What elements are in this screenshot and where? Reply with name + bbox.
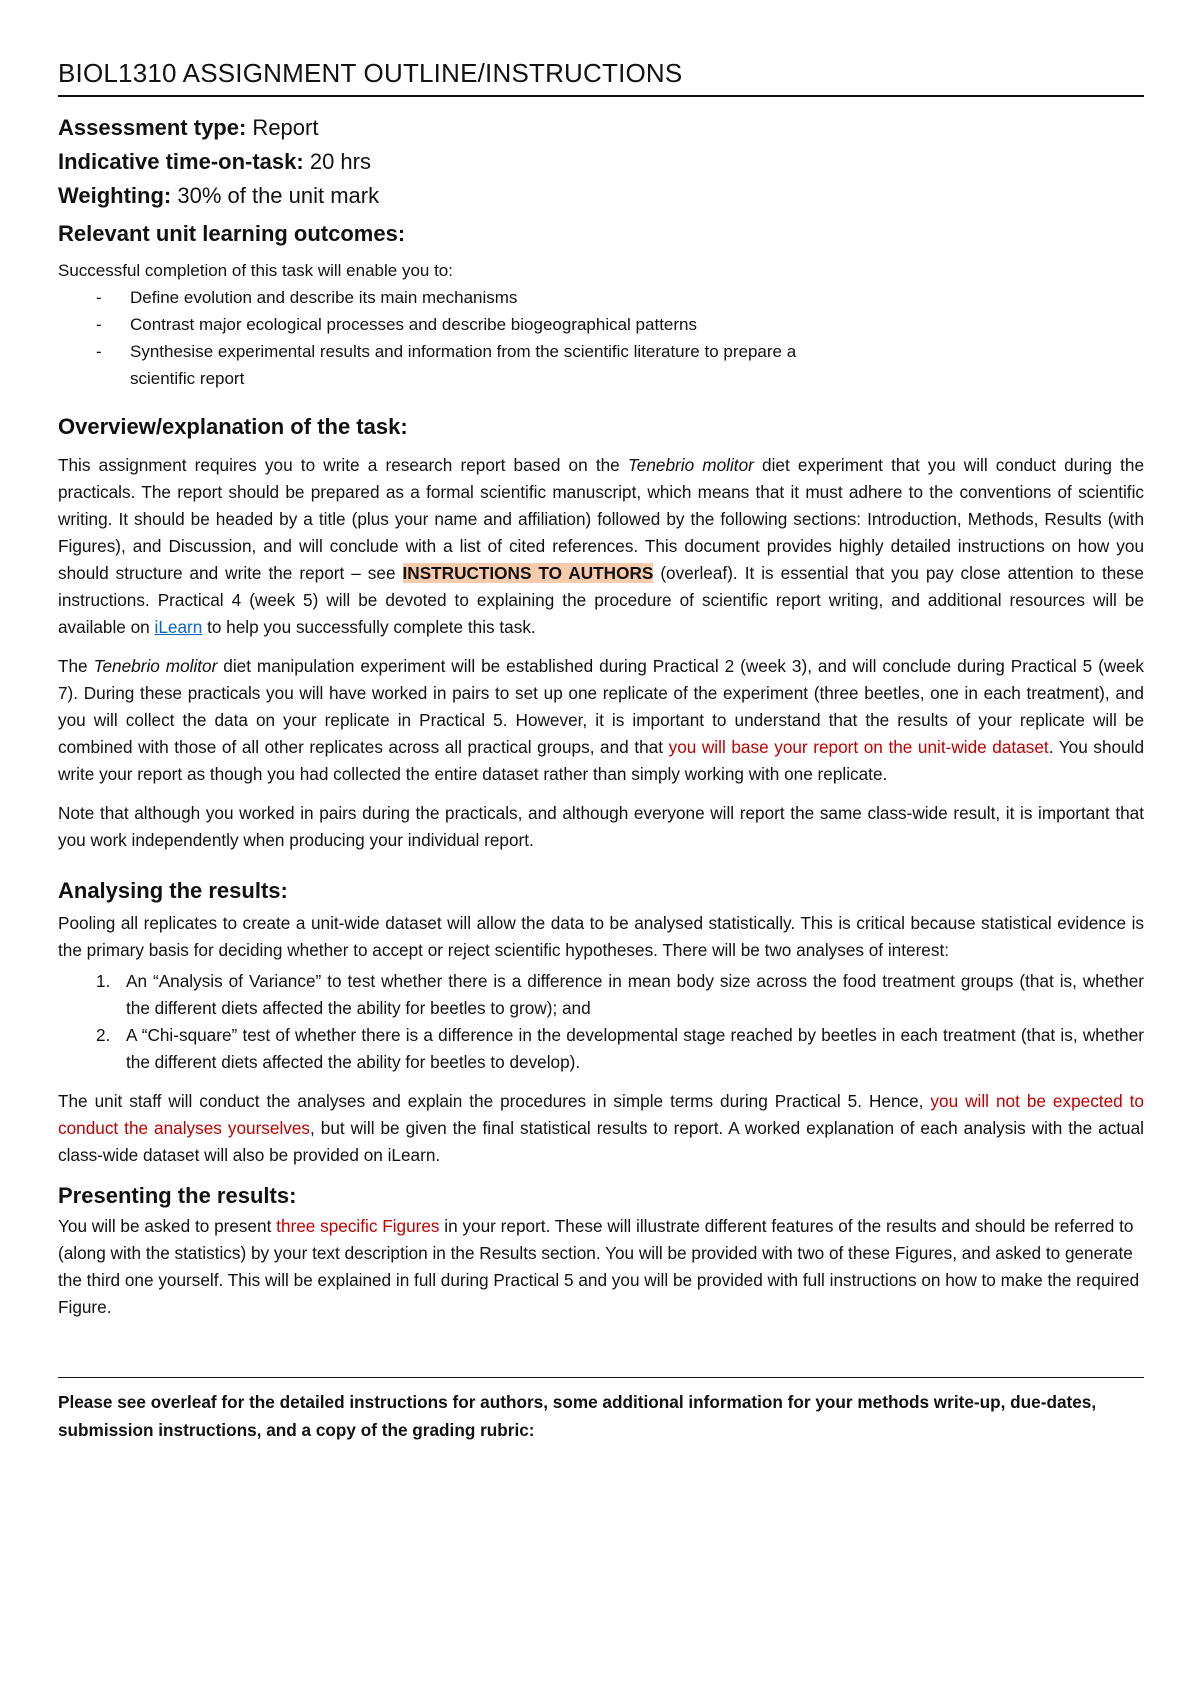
footer-divider xyxy=(58,1377,1144,1444)
overleaf-note: Please see overleaf for the detailed instructions for authors, some additional information for your methods write-up, due-dates, submission instructions, and a copy of the grading rubric: xyxy=(58,1392,1097,1440)
text-run: (overleaf). It is essential that you pay close attention to these instructions. Practical 4 (week 5) will be devoted to explaining the procedure of scientific report writing, and additional resources will be available on xyxy=(58,563,1144,637)
list-item-text: An “Analysis of Variance” to test whether there is a difference in mean body size across the food treatment groups (that is, whether the different diets affected the ability for beetles to grow); and xyxy=(126,971,1144,1018)
list-number: 2. xyxy=(96,1025,111,1045)
weighting-value: 30% of the unit mark xyxy=(171,183,380,208)
presenting-paragraph xyxy=(58,1213,1144,1321)
text-run: The unit staff will conduct the analyses and explain the procedures in simple terms during Practical 5. Hence, xyxy=(58,1091,931,1111)
list-item: - Define evolution and describe its main mechanisms xyxy=(96,284,1144,311)
list-number: 1. xyxy=(96,971,111,991)
text-run: . You should write your report as though you had collected the entire dataset rather than simply working with one replicate. xyxy=(58,737,1145,784)
species-name: Tenebrio molitor xyxy=(627,455,754,475)
text-run: in your report. These will illustrate different features of the results and should be referred to (along with the statistics) by your text description in the Results section. You will be provided with two of these Figures, and asked to generate the third one yourself. This will be explained in full during Practical 5 and you will be provided with full instructions on how to make the required Figure. xyxy=(58,1216,1140,1317)
analysing-heading: Analysing the results: xyxy=(58,878,288,903)
overview-paragraph-1 xyxy=(58,452,1144,641)
document-title: BIOL1310 ASSIGNMENT OUTLINE/INSTRUCTIONS xyxy=(58,58,1144,97)
outcomes-heading: Relevant unit learning outcomes: xyxy=(58,221,406,246)
weighting-line xyxy=(58,179,1144,213)
emphasis-red: you will not be expected to conduct the analyses yourselves xyxy=(58,1091,1144,1138)
ilearn-link[interactable]: iLearn xyxy=(154,617,203,637)
assessment-type-value: Report xyxy=(246,115,319,140)
analyses-list xyxy=(58,968,1144,1076)
emphasis-red: you will base your report on the unit-wide dataset xyxy=(668,737,1049,757)
list-item xyxy=(96,968,1144,1022)
weighting-label: Weighting: xyxy=(58,183,172,208)
assessment-type-line xyxy=(58,111,1144,145)
emphasis-red: three specific Figures xyxy=(276,1216,440,1236)
text-run: diet experiment that you will conduct during the practicals. The report should be prepared as a formal scientific manuscript, which means that it must adhere to the conventions of scientific writing. It should be headed by a title (plus your name and affiliation) followed by the following sections: Introduction, Methods, Results (with Figures), and Discussion, and will conclude with a list of cited references. This document provides highly detailed instructions on how you should structure and write the report – see xyxy=(58,455,1144,583)
overview-paragraph-3: Note that although you worked in pairs during the practicals, and although everyone will report the same class-wide result, it is important that you work independently when producing your individual report. xyxy=(58,803,1144,850)
presenting-heading: Presenting the results: xyxy=(58,1183,297,1208)
analysing-paragraph-1: Pooling all replicates to create a unit-wide dataset will allow the data to be analysed statistically. This is critical because statistical evidence is the primary basis for deciding whether to accept or reject scientific hypotheses. There will be two analyses of interest: xyxy=(58,913,1144,960)
assessment-meta xyxy=(58,111,1144,213)
document-page xyxy=(58,58,1144,1444)
time-on-task-label: Indicative time-on-task: xyxy=(58,149,304,174)
overview-heading: Overview/explanation of the task: xyxy=(58,414,408,439)
assessment-type-label: Assessment type: xyxy=(58,115,247,140)
text-run: , but will be given the final statistical results to report. A worked explanation of each analysis with the actual class-wide dataset will also be provided on iLearn. xyxy=(58,1118,1144,1165)
list-item: - Contrast major ecological processes and describe biogeographical patterns xyxy=(96,311,1144,338)
analysing-paragraph-2 xyxy=(58,1088,1144,1169)
list-item xyxy=(96,1022,1144,1076)
text-run: This assignment requires you to write a research report based on the xyxy=(58,455,628,475)
instructions-to-authors-highlight: INSTRUCTIONS TO AUTHORS xyxy=(402,563,654,583)
overview-paragraph-2 xyxy=(58,653,1144,788)
text-run: to help you successfully complete this task. xyxy=(202,617,536,637)
list-item: - Synthesise experimental results and information from the scientific literature to prepare a scientific report xyxy=(96,338,830,392)
outcomes-list xyxy=(58,284,1144,392)
text-run: The xyxy=(58,656,94,676)
outcomes-intro: Successful completion of this task will enable you to: xyxy=(58,261,453,280)
time-on-task-line xyxy=(58,145,1144,179)
time-on-task-value: 20 hrs xyxy=(303,149,371,174)
species-name: Tenebrio molitor xyxy=(93,656,218,676)
text-run: diet manipulation experiment will be established during Practical 2 (week 3), and will conclude during Practical 5 (week 7). During these practicals you will have worked in pairs to set up one replicate of the experiment (three beetles, one in each treatment), and you will collect the data on your replicate in Practical 5. However, it is important to understand that the results of your replicate will be combined with those of all other replicates across all practical groups, and that xyxy=(58,656,1144,757)
text-run: You will be asked to present xyxy=(58,1216,277,1236)
list-item-text: A “Chi-square” test of whether there is a difference in the developmental stage reached by beetles in each treatment (that is, whether the different diets affected the ability for beetles to develop). xyxy=(126,1025,1144,1072)
